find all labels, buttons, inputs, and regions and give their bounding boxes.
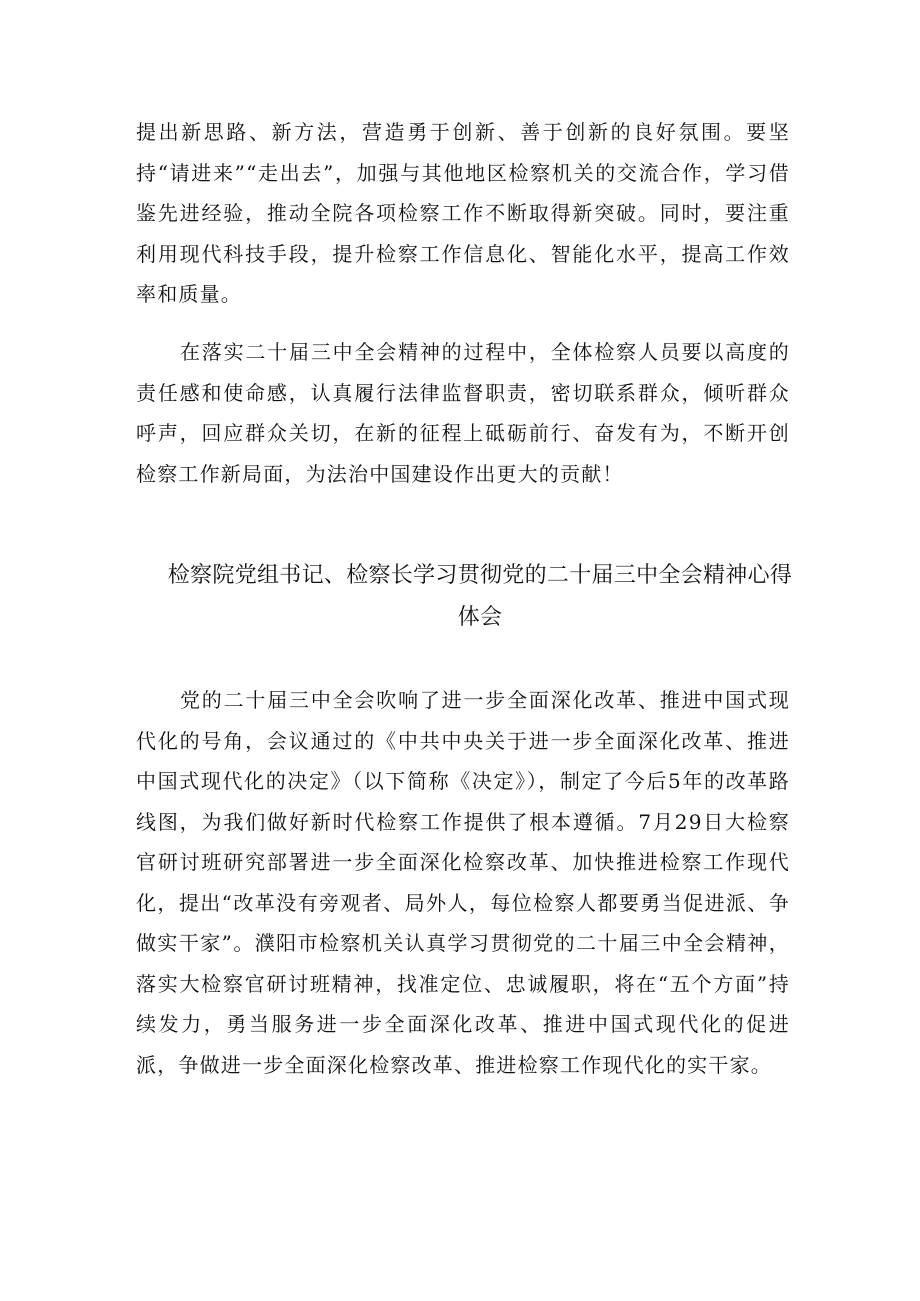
article-title: 检察院党组书记、检察长学习贯彻党的二十届三中全会精神心得体会 [167, 563, 793, 630]
paragraph-continued: 提出新思路、新方法，营造勇于创新、善于创新的良好氛围。要坚持“请进来”“走出去”，加强与其他地区检察机关的交流合作，学习借鉴先进经验，推动全院各项检察工作不断取得新突破。同时，要注重利用现代科技手段，提升检察工作信息化、智能化水平，提高工作效率和质量。 [136, 120, 790, 306]
paragraph-intro: 党的二十届三中全会吹响了进一步全面深化改革、推进中国式现代化的号角，会议通过的《中共中央关于进一步全面深化改革、推进中国式现代化的决定》（以下简称《决定》），制定了今后5年的改革路线图，为我们做好新时代检察工作提供了根本遵循。7月29日大检察官研讨班研究部署进一步全面深化检察改革、加快推进检察工作现代化，提出“改革没有旁观者、局外人，每位检察人都要勇当促进派、争做实干家”。濮阳市检察机关认真学习贯彻党的二十届三中全会精神，落实大检察官研讨班精神，找准定位、忠诚履职，将在“五个方面”持续发力，勇当服务进一步全面深化改革、推进中国式现代化的促进派，争做进一步全面深化检察改革、推进检察工作现代化的实干家。 [136, 688, 790, 1077]
paragraph-closing: 在落实二十届三中全会精神的过程中，全体检察人员要以高度的责任感和使命感，认真履行法律监督职责，密切联系群众，倾听群众呼声，回应群众关切，在新的征程上砥砺前行、奋发有为，不断开创检察工作新局面，为法治中国建设作出更大的贡献！ [136, 340, 790, 486]
